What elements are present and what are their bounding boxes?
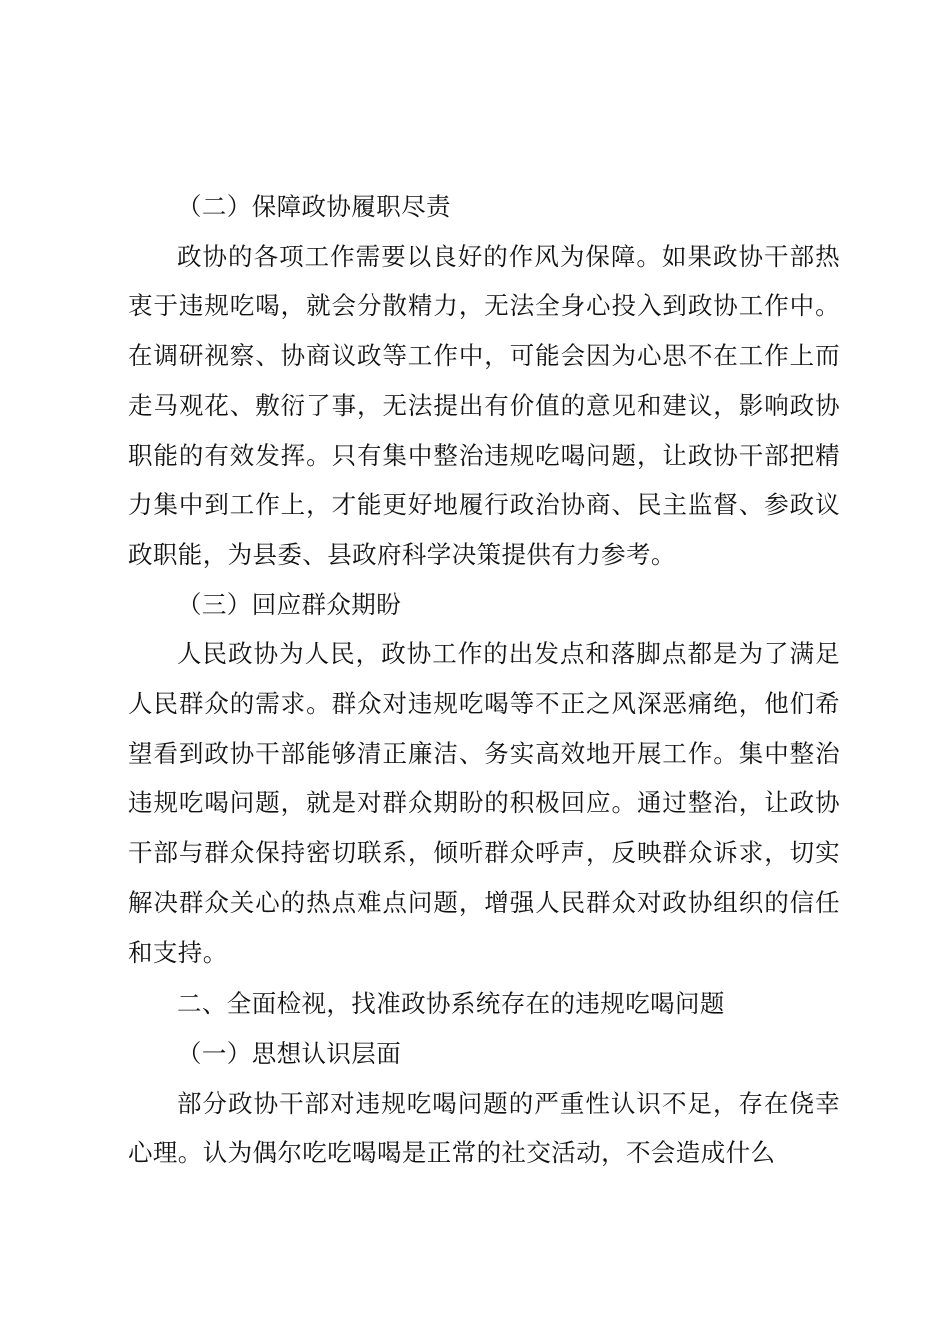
major-heading: 二、全面检视，找准政协系统存在的违规吃喝问题 (177, 989, 725, 1019)
document-body (128, 182, 840, 1178)
subsection-paragraph-1: 部分政协干部对违规吃喝问题的严重性认识不足，存在侥幸心理。认为偶尔吃吃喝喝是正常的社交活动，不会造成什么 (128, 1088, 840, 1168)
section-paragraph-3: 人民政协为人民，政协工作的出发点和落脚点都是为了满足人民群众的需求。群众对违规吃喝等不正之风深恶痛绝，他们希望看到政协干部能够清正廉洁、务实高效地开展工作。集中整治违规吃喝问题，就是对群众期盼的积极回应。通过整治，让政协干部与群众保持密切联系，倾听群众呼声，反映群众诉求，切实解决群众关心的热点难点问题，增强人民群众对政协组织的信任和支持。 (128, 639, 840, 967)
section-paragraph-2: 政协的各项工作需要以良好的作风为保障。如果政协干部热衷于违规吃喝，就会分散精力，无法全身心投入到政协工作中。在调研视察、协商议政等工作中，可能会因为心思不在工作上而走马观花、敷衍了事，无法提出有价值的意见和建议，影响政协职能的有效发挥。只有集中整治违规吃喝问题，让政协干部把精力集中到工作上，才能更好地履行政治协商、民主监督、参政议政职能，为县委、县政府科学决策提供有力参考。 (128, 241, 840, 569)
subsection-heading-1: （一）思想认识层面 (177, 1038, 402, 1068)
section-heading-2: （二）保障政协履职尽责 (177, 192, 451, 221)
section-heading-3: （三）回应群众期盼 (177, 589, 402, 619)
